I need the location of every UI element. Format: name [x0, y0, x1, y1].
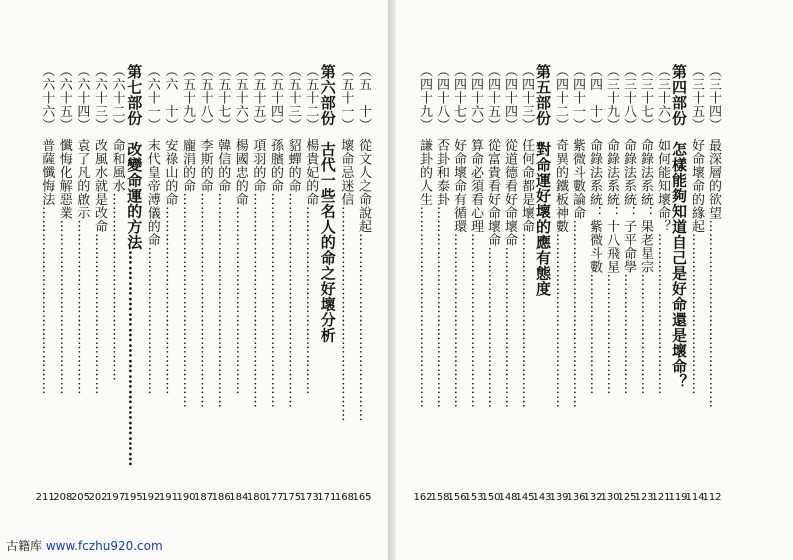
left-toc-entry: （六十二） 命和風水……………………………………: [109, 64, 125, 382]
left-toc-entry: （五十一） 壞命忌迷信…………………………………………: [338, 64, 354, 422]
left-page-number: 211: [35, 492, 55, 503]
watermark-url: www.fczhu920.com: [45, 539, 163, 553]
left-page-number: 177: [264, 492, 284, 503]
left-page: [0, 0, 389, 560]
right-page-number: 125: [617, 492, 637, 503]
right-toc-entry: （四十四） 從道德看好命壞命………………………………: [502, 64, 517, 409]
right-page-number: 162: [413, 492, 433, 503]
left-page-number: 208: [53, 492, 73, 503]
right-toc-entry: （三十六） 如何能知壞命？………………………………: [655, 64, 670, 395]
left-toc-entry: （五十四） 孫臏的命…………………………………………: [268, 64, 283, 409]
left-page-number: 191: [158, 492, 178, 503]
right-toc-entry: （四十九） 謙卦的人生………………………………………: [417, 64, 432, 409]
left-page-number: 165: [352, 492, 372, 503]
left-toc-entry: （六 十） 安祿山的命……………………………………: [162, 64, 178, 395]
right-toc-entry: （四十五） 從富貴看好命壞命………………………………: [485, 64, 500, 409]
right-section-heading: 第四部份 怎樣能夠知道自己是好命還是壞命？: [670, 64, 688, 390]
left-toc-entry: （六十五） 懺悔化解惡業…………………………………: [56, 64, 72, 395]
left-page-number: 184: [229, 492, 249, 503]
right-toc-entry: （四十七） 好命壞命有循環…………………………………: [451, 64, 466, 409]
left-toc-entry: （五十三） 貂蟬的命…………………………………………: [285, 64, 301, 409]
left-toc-entry: （五 十） 從文人之命說起……………………………………: [356, 64, 371, 422]
left-toc-entry: （五十六） 楊國忠的命……………………………………: [232, 64, 248, 395]
left-toc-entry: （六十四） 袁了凡的啟示…………………………………: [74, 64, 90, 395]
left-page-number: 197: [106, 492, 126, 503]
right-page-number: 139: [549, 492, 569, 503]
left-page-number: 190: [176, 492, 196, 503]
right-toc-entry: （三十九） 命錄法系統：十八飛星………………………: [604, 64, 619, 395]
book-gutter: [388, 0, 396, 560]
left-toc-entry: （五十七） 韓信的命…………………………………………: [215, 64, 231, 409]
right-page-number: 123: [634, 492, 654, 503]
left-page-number: 173: [299, 492, 319, 503]
left-page-number: 175: [282, 492, 302, 503]
site-watermark: [6, 537, 163, 554]
right-toc-entry: （四十八） 否卦和泰卦………………………………………: [434, 64, 449, 409]
left-page-number: 171: [317, 492, 337, 503]
left-toc-entry: （五十八） 李斯的命…………………………………………: [197, 64, 213, 409]
left-toc-entry: （六十三） 改風水就是改命………………………………: [92, 64, 107, 395]
right-page-number: 148: [498, 492, 518, 503]
right-page-number: 158: [430, 492, 450, 503]
left-section-heading: 第六部份 古代一些名人的命之好壞分析: [318, 64, 337, 343]
right-page-number: 136: [566, 492, 586, 503]
left-toc-entry: （六十六） 普薩懺悔法……………………………………: [39, 64, 55, 395]
left-page-number: 180: [246, 492, 266, 503]
right-toc-entry: （四十三） 任何命都是壞命…………………………………: [519, 64, 534, 409]
right-section-heading: 第五部份 對命運好壞的應有態度: [534, 64, 552, 297]
right-toc-entry: （四十一） 紫微斗數論命……………………………………: [570, 64, 585, 409]
right-toc-entry: （四十二） 奇異的鐵板神數…………………………………: [553, 64, 568, 409]
left-section-heading: 第七部份 改變命運的方法……………………………………: [125, 64, 144, 467]
right-page-number: 130: [600, 492, 620, 503]
watermark-site: 古籍库: [6, 539, 43, 553]
right-page-number: 121: [651, 492, 671, 503]
left-toc-entry: （五十五） 項羽的命…………………………………………: [250, 64, 266, 409]
right-page: [396, 0, 793, 560]
left-page-number: 202: [88, 492, 108, 503]
right-page-number: 150: [481, 492, 501, 503]
left-toc-entry: （五十二） 楊貴妃的命……………………………………: [303, 64, 319, 395]
right-page-number: 145: [515, 492, 535, 503]
right-toc-entry: （三十八） 命錄法系統：子平命學………………………: [621, 64, 636, 395]
left-page-number: 192: [141, 492, 161, 503]
left-page-number: 186: [211, 492, 231, 503]
right-toc-entry: （四十六） 算命必須看心理…………………………………: [468, 64, 483, 409]
right-page-number: 114: [685, 492, 705, 503]
right-page-number: 112: [702, 492, 722, 503]
right-toc-entry: （三十七） 命錄法系統：果老星宗………………………: [638, 64, 653, 395]
left-page-number: 195: [123, 492, 143, 503]
left-toc-entry: （五十九） 龐涓的命…………………………………………: [180, 64, 195, 409]
right-page-number: 119: [668, 492, 688, 503]
left-toc-entry: （六十一） 末代皇帝溥儀的命……………………………: [144, 64, 160, 395]
right-toc-entry: （三十四） 最深層的欲望……………………………………: [706, 64, 721, 409]
right-page-number: 143: [532, 492, 552, 503]
right-toc-entry: （三十五） 好命壞命的緣起………………………………: [689, 64, 704, 395]
left-page-number: 168: [334, 492, 354, 503]
right-page-number: 132: [583, 492, 603, 503]
left-page-number: 187: [194, 492, 214, 503]
left-page-number: 205: [70, 492, 90, 503]
right-page-number: 153: [464, 492, 484, 503]
right-toc-entry: （四 十） 命錄法系統：紫微斗數………………………: [587, 64, 602, 395]
right-page-number: 156: [447, 492, 467, 503]
